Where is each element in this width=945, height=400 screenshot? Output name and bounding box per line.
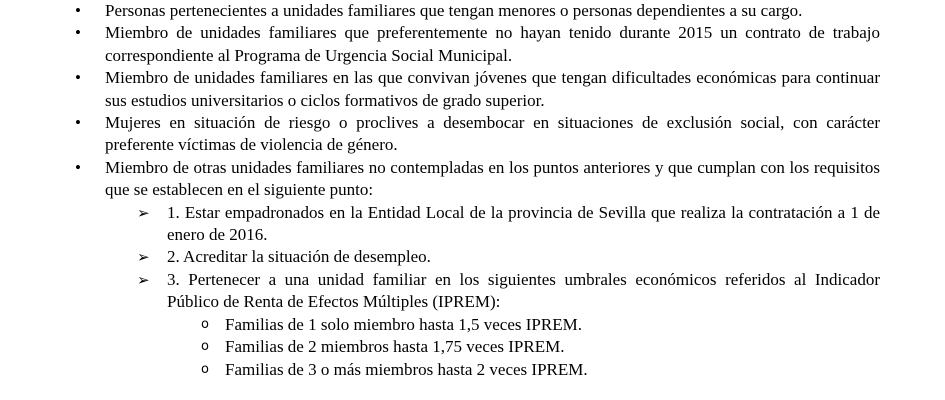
bullet-icon: • <box>75 157 81 177</box>
threshold-text: Familias de 1 solo miembro hasta 1,5 veces IPREM. <box>225 314 582 334</box>
bullet-icon: • <box>75 23 81 43</box>
requirement-text: 3. Pertenecer a una unidad familiar en los siguientes umbrales económicos referidos al Indicador Público de Renta de Efectos Múltiples (IPREM): <box>167 269 880 312</box>
threshold-text: Familias de 2 miembros hasta 1,75 veces IPREM. <box>225 337 565 357</box>
circle-bullet-icon: o <box>201 339 209 355</box>
arrow-bullet-icon: ➢ <box>137 203 150 222</box>
list-item <box>75 22 880 67</box>
requirement-text: 2. Acreditar la situación de desempleo. <box>167 247 431 267</box>
arrow-bullet-icon: ➢ <box>137 270 150 289</box>
requirement-item <box>137 246 880 268</box>
threshold-item <box>201 359 880 381</box>
bullet-icon: • <box>75 113 81 133</box>
arrow-bullet-icon: ➢ <box>137 248 150 267</box>
list-item-text: Miembro de unidades familiares que preferentemente no hayan tenido durante 2015 un contrato de trabajo correspondiente al Programa de Urgencia Social Municipal. <box>105 23 880 65</box>
list-item-text: Personas pertenecientes a unidades familiares que tengan menores o personas dependientes a su cargo. <box>105 1 803 20</box>
list-item-text: Miembro de unidades familiares en las que convivan jóvenes que tengan dificultades económicas para continuar sus estudios universitarios o ciclos formativos de grado superior. <box>105 68 880 110</box>
bullet-icon: • <box>75 68 81 88</box>
list-item-text: Mujeres en situación de riesgo o proclives a desembocar en situaciones de exclusión social, con carácter preferente víctimas de violencia de género. <box>105 113 880 155</box>
list-item <box>75 0 880 22</box>
requirement-item <box>137 202 880 247</box>
list-item <box>75 157 880 202</box>
threshold-item <box>201 314 880 336</box>
list-item-text: Miembro de otras unidades familiares no contempladas en los puntos anteriores y que cumplan con los requisitos que se establecen en el siguiente punto: <box>105 157 880 200</box>
requirement-item <box>137 269 880 314</box>
threshold-text: Familias de 3 o más miembros hasta 2 veces IPREM. <box>225 359 588 379</box>
list-item <box>75 67 880 112</box>
threshold-item <box>201 336 880 358</box>
bullet-icon: • <box>75 1 81 20</box>
requirements-list <box>0 202 945 314</box>
circle-bullet-icon: o <box>201 316 209 332</box>
list-item <box>75 112 880 157</box>
thresholds-list <box>0 314 945 381</box>
requirement-text: 1. Estar empadronados en la Entidad Local de la provincia de Sevilla que realiza la contratación a 1 de enero de 2016. <box>167 202 880 245</box>
circle-bullet-icon: o <box>201 361 209 377</box>
